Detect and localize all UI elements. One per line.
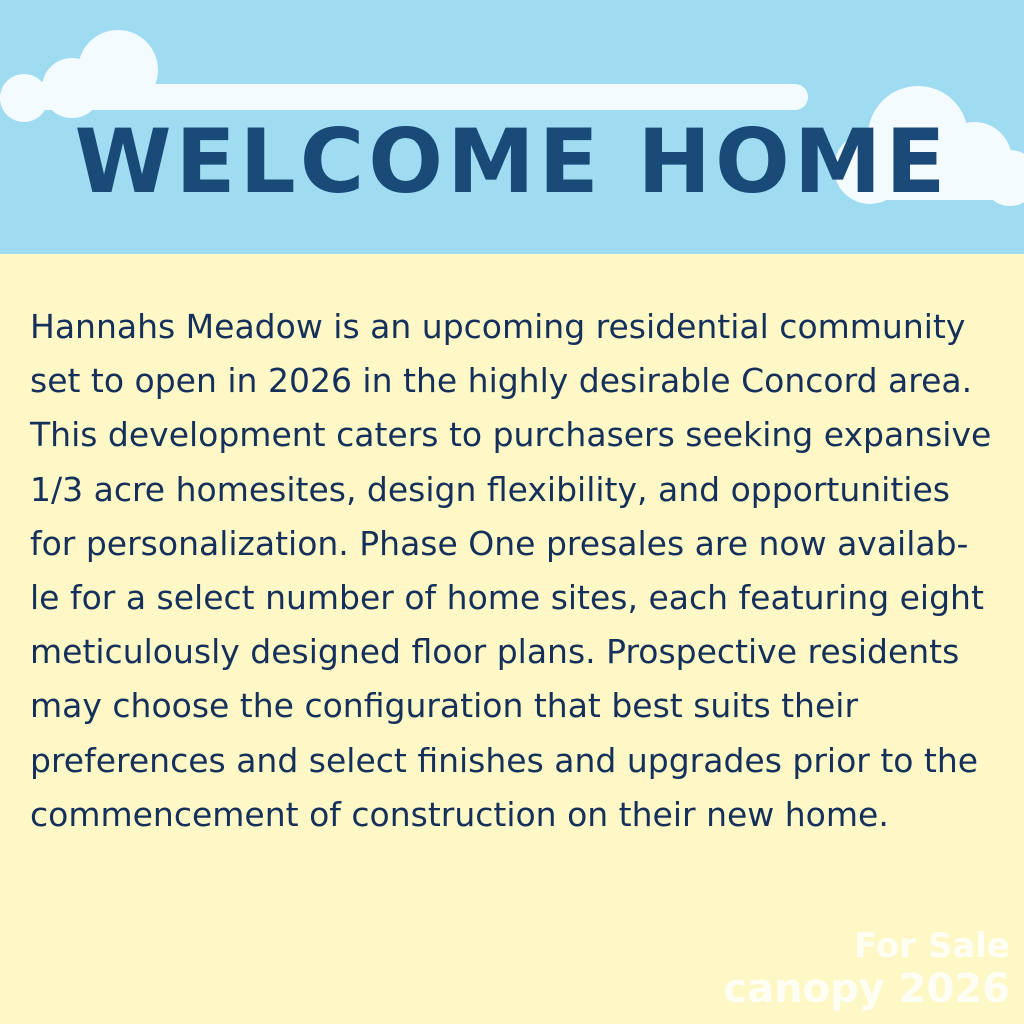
sky-banner bbox=[0, 0, 1024, 254]
description-line: set to open in 2026 in the highly desirable Concord area. bbox=[30, 361, 973, 401]
description-line: preferences and select finishes and upgrades prior to the bbox=[30, 740, 979, 780]
description-line: may choose the configuration that best suits their bbox=[30, 686, 859, 726]
page-title: WELCOME HOME bbox=[74, 110, 950, 213]
description-line: le for a select number of home sites, each featuring eight bbox=[30, 578, 984, 618]
description-line: Hannahs Meadow is an upcoming residential community bbox=[30, 307, 966, 346]
watermark-for-sale: For Sale bbox=[854, 926, 1010, 966]
description-line: commencement of construction on their new home. bbox=[30, 794, 889, 834]
watermark-brand: canopy 2026 bbox=[723, 966, 1010, 1012]
description-line: 1/3 acre homesites, design flexibility, and opportunities bbox=[30, 469, 950, 509]
description-line: for personalization. Phase One presales are now availab- bbox=[30, 523, 969, 563]
watermark bbox=[723, 926, 1010, 1012]
description-text bbox=[30, 300, 1005, 842]
description-line: This development caters to purchasers seeking expansive bbox=[30, 415, 992, 455]
description-line: meticulously designed floor plans. Prospective residents bbox=[30, 632, 960, 672]
